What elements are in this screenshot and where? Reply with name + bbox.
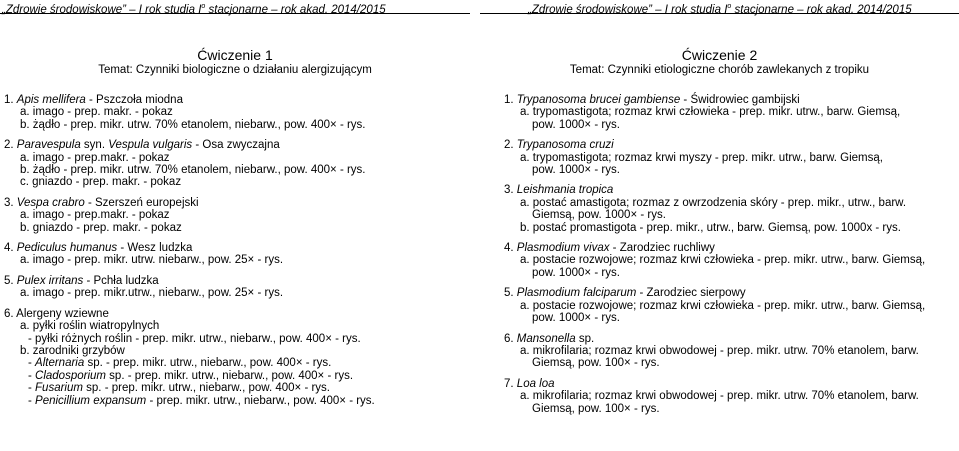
left-item-3-sub-b: b. gniazdo - prep. makr. - pokaz [20,221,182,234]
left-item-3-sub-a: a. imago - prep.makr. - pokaz [20,209,170,222]
left-item-1-sub-b: b. żądło - prep. mikr. utrw. 70% etanolem, niebarw., pow. 400× - rys. [20,118,366,131]
right-item-2-sub-a: a. trypomastigota; rozmaz krwi myszy - prep. mikr. utrw., barw. Giemsą, pow. 1000× - rys. [520,151,883,177]
left-fungus-3: - Fusarium sp. - prep. mikr. utrw., niebarw., pow. 400× - rys. [28,382,330,395]
left-item-2: 2. Paravespula syn. Vespula vulgaris - Osa zwyczajna [4,139,280,152]
right-column [480,0,959,415]
right-item-4-sub-a: a. postacie rozwojowe; rozmaz krwi człowieka - prep. mikr. utrw., barw. Giemsą, pow. 1000× - rys. [520,254,926,279]
right-item-1-sub-a: a. trypomastigota; rozmaz krwi człowieka - prep. mikr. utrw., barw. Giemsą, pow. 1000× - rys. [520,106,901,131]
left-item-2-sub-c: c. gniazdo - prep. makr. - pokaz [20,176,182,189]
right-item-3-sub-b: b. postać promastigota - prep. mikr., utrw., barw. Giemsą, pow. 1000x - rys. [520,221,901,234]
left-item-4-sub-a: a. imago - prep. mikr. utrw. niebarw., pow. 25× - rys. [20,254,284,267]
left-subtitle: Temat: Czynniki biologiczne o działaniu alergizującym [98,64,372,76]
left-fungus-2: - Cladosporium sp. - prep. mikr. utrw., niebarw., pow. 400× - rys. [28,369,354,382]
left-item-4: 4. Pediculus humanus - Wesz ludzka [4,242,193,255]
left-item-6: 6. Alergeny wziewne [4,307,109,320]
right-item-3: 3. Leishmania tropica [504,184,614,197]
right-item-7: 7. Loa loa [504,377,555,390]
left-column [0,0,470,407]
right-header: „Zdrowie środowiskowe” – I rok studia $I^o$ stacjonarne – rok akad. 2014/2015 [480,0,959,14]
left-item-1: 1. Apis mellifera - Pszczoła miodna [4,94,183,106]
left-item-6-sub-b: b. zarodniki grzybów [20,344,125,357]
right-item-6-sub-a: a. mikrofilaria; rozmaz krwi obwodowej - prep. mikr. utrw. 70% etanolem, barw. Giemsą, pow. 100× - rys. [520,344,919,370]
left-item-3: 3. Vespa crabro - Szerszeń europejski [4,196,199,209]
left-item-2-sub-b: b. żądło - prep. mikr. utrw. 70% etanolem, niebarw., pow. 400× - rys. [20,164,366,177]
right-subtitle: Temat: Czynniki etiologiczne chorób zawlekanych z tropiku [569,64,870,76]
left-header: „Zdrowie środowiskowe” – I rok studia $I^o$ stacjonarne – rok akad. 2014/2015 [0,0,470,14]
left-item-1-sub-a: a. imago - prep. makr. - pokaz [20,106,173,119]
left-item-2-sub-a: a. imago - prep.makr. - pokaz [20,151,170,164]
right-item-5-sub-a: a. postacie rozwojowe; rozmaz krwi człowieka - prep. mikr. utrw., barw. Giemsą, pow. 1000× - rys. [520,299,926,325]
left-item-5: 5. Pulex irritans - Pchła ludzka [4,274,159,287]
left-item-6-sub-a: a. pyłki roślin wiatropylnych [20,320,160,333]
left-content [0,94,470,407]
left-item-6-pollen: - pyłki różnych roślin - prep. mikr. utrw., niebarw., pow. 400× - rys. [28,332,361,345]
right-item-4: 4. Plasmodium vivax - Zarodziec ruchliwy [504,242,715,255]
left-fungus-1: - Alternaria sp. - prep. mikr. utrw., niebarw., pow. 400× - rys. [28,357,332,370]
right-title: Ćwiczenie 2 [681,47,758,63]
left-title: Ćwiczenie 1 [197,47,273,63]
right-item-2: 2. Trypanosoma cruzi [504,139,614,152]
right-item-5: 5. Plasmodium falciparum - Zarodziec sierpowy [504,287,746,300]
left-fungus-4: - Penicillium expansum - prep. mikr. utrw., niebarw., pow. 400× - rys. [28,394,375,407]
right-content [480,94,959,415]
left-item-5-sub-a: a. imago - prep. mikr.utrw., niebarw., pow. 25× - rys. [20,287,284,300]
right-item-3-sub-a: a. postać amastigota; rozmaz z owrzodzenia skóry - prep. mikr., utrw., barw. Giemsą, pow. 1000× - rys. [520,196,907,222]
right-item-6: 6. Mansonella sp. [504,332,595,345]
right-item-7-sub-a: a. mikrofilaria; rozmaz krwi obwodowej - prep. mikr. utrw. 70% etanolem, barw. Giemsą, pow. 100× - rys. [520,390,919,415]
right-item-1: 1. Trypanosoma brucei gambiense - Świdrowiec gambijski [504,94,800,106]
